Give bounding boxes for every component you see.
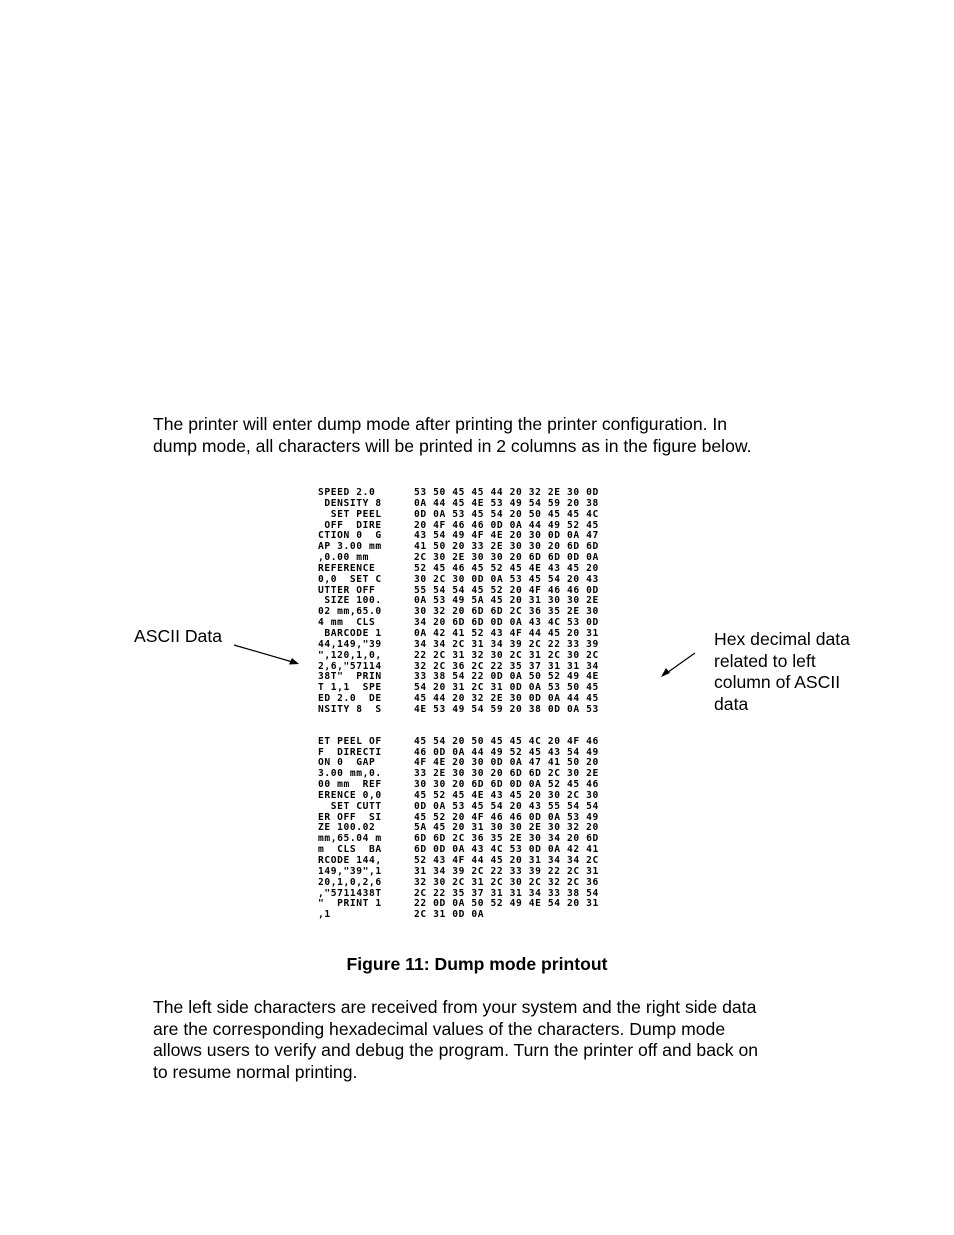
dump-row	[318, 802, 648, 813]
intro-paragraph	[153, 414, 813, 457]
hex-cell: 20 4F 46 46 0D 0A 44 49 52 45	[414, 519, 599, 531]
hex-cell: 30 32 20 6D 6D 2C 36 35 2E 30	[414, 606, 599, 618]
ascii-cell: DENSITY 8	[318, 497, 382, 509]
ascii-cell: AP 3.00 mm	[318, 541, 382, 553]
ascii-cell: SPEED 2.0	[318, 487, 382, 498]
hex-cell: 0A 44 45 4E 53 49 54 59 20 38	[414, 497, 599, 509]
dump-block-2	[318, 737, 648, 921]
hex-cell: 34 34 2C 31 34 39 2C 22 33 39	[414, 638, 599, 650]
ascii-cell: REFERENCE	[318, 562, 382, 574]
dump-row	[318, 737, 648, 748]
ascii-cell: ED 2.0 DE	[318, 693, 382, 705]
ascii-cell: 149,"39",1	[318, 865, 382, 877]
ascii-cell: CTION 0 G	[318, 530, 382, 542]
hex-cell: 5A 45 20 31 30 30 2E 30 32 20	[414, 822, 599, 834]
ascii-cell: " PRINT 1	[318, 898, 382, 910]
hex-cell: 2C 31 0D 0A	[414, 909, 485, 921]
hex-cell: 31 34 39 2C 22 33 39 22 2C 31	[414, 865, 599, 877]
outro-line: allows users to verify and debug the program. Turn the printer off and back on	[153, 1040, 759, 1060]
hex-cell: 30 2C 30 0D 0A 53 45 54 20 43	[414, 573, 599, 585]
hex-label-line: data	[714, 693, 749, 714]
hex-label-line: related to left	[714, 650, 816, 671]
hex-cell: 46 0D 0A 44 49 52 45 43 54 49	[414, 746, 599, 758]
hex-cell: 45 52 20 4F 46 46 0D 0A 53 49	[414, 811, 599, 823]
dump-row	[318, 575, 648, 586]
hex-cell: 54 20 31 2C 31 0D 0A 53 50 45	[414, 682, 599, 694]
ascii-cell: 4 mm CLS	[318, 617, 382, 629]
ascii-cell: m CLS BA	[318, 844, 382, 856]
ascii-cell: ZE 100.02	[318, 822, 382, 834]
figure-caption: Figure 11: Dump mode printout	[346, 954, 608, 974]
outro-line: are the corresponding hexadecimal values of the characters. Dump mode	[153, 1018, 726, 1039]
hex-cell: 34 20 6D 6D 0D 0A 43 4C 53 0D	[414, 617, 599, 629]
ascii-cell: ,1	[318, 909, 331, 921]
hex-cell: 22 0D 0A 50 52 49 4E 54 20 31	[414, 898, 599, 910]
hex-cell: 6D 0D 0A 43 4C 53 0D 0A 42 41	[414, 844, 599, 856]
hex-cell: 0D 0A 53 45 54 20 50 45 45 4C	[414, 508, 599, 520]
dump-row	[318, 510, 648, 521]
dump-row	[318, 910, 648, 921]
ascii-cell: 00 mm REF	[318, 779, 382, 791]
hex-cell: 43 54 49 4F 4E 20 30 0D 0A 47	[414, 530, 599, 542]
ascii-cell: 2,6,"57114	[318, 660, 382, 672]
hex-cell: 52 43 4F 44 45 20 31 34 34 2C	[414, 855, 599, 866]
ascii-cell: 0,0 SET C	[318, 573, 382, 585]
hex-cell: 33 2E 30 30 20 6D 6D 2C 30 2E	[414, 768, 599, 780]
ascii-arrow	[232, 640, 304, 670]
outro-line: The left side characters are received from your system and the right side data	[153, 997, 757, 1017]
ascii-cell: ET PEEL OF	[318, 735, 382, 747]
dump-block-1	[318, 488, 648, 716]
ascii-cell: SIZE 100.	[318, 595, 382, 607]
hex-cell: 6D 6D 2C 36 35 2E 30 34 20 6D	[414, 833, 599, 845]
ascii-cell: ON 0 GAP	[318, 757, 382, 769]
hex-cell: 41 50 20 33 2E 30 30 20 6D 6D	[414, 541, 599, 553]
hex-cell: 45 44 20 32 2E 30 0D 0A 44 45	[414, 693, 599, 705]
intro-line: dump mode, all characters will be printed in 2 columns as in the figure below.	[153, 435, 752, 456]
ascii-cell: ",120,1,0,	[318, 649, 382, 661]
ascii-cell: ,"5711438T	[318, 887, 382, 899]
hex-cell: 45 54 20 50 45 45 4C 20 4F 46	[414, 735, 599, 747]
hex-cell: 4E 53 49 54 59 20 38 0D 0A 53	[414, 703, 599, 715]
hex-cell: 4F 4E 20 30 0D 0A 47 41 50 20	[414, 757, 599, 769]
hex-cell: 53 50 45 45 44 20 32 2E 30 0D	[414, 487, 599, 498]
hex-cell: 45 52 45 4E 43 45 20 30 2C 30	[414, 789, 599, 801]
ascii-cell: 38T" PRIN	[318, 671, 382, 683]
ascii-cell: SET PEEL	[318, 508, 382, 520]
ascii-cell: ,0.00 mm	[318, 552, 382, 564]
hex-cell: 32 30 2C 31 2C 30 2C 32 2C 36	[414, 876, 599, 888]
dump-row	[318, 651, 648, 662]
hex-cell: 0D 0A 53 45 54 20 43 55 54 54	[414, 800, 599, 812]
dump-row	[318, 705, 648, 716]
hex-cell: 52 45 46 45 52 45 4E 43 45 20	[414, 562, 599, 574]
hex-data-label	[714, 629, 904, 715]
hex-cell: 0A 53 49 5A 45 20 31 30 30 2E	[414, 595, 599, 607]
ascii-cell: F DIRECTI	[318, 746, 382, 758]
hex-cell: 55 54 54 45 52 20 4F 46 46 0D	[414, 584, 599, 596]
ascii-cell: 02 mm,65.0	[318, 606, 382, 618]
hex-arrow	[658, 650, 698, 680]
ascii-cell: UTTER OFF	[318, 584, 382, 596]
ascii-cell: BARCODE 1	[318, 627, 382, 639]
dump-row	[318, 878, 648, 889]
outro-line: to resume normal printing.	[153, 1061, 358, 1082]
ascii-cell: 20,1,0,2,6	[318, 876, 382, 888]
hex-cell: 2C 22 35 37 31 31 34 33 38 54	[414, 887, 599, 899]
outro-paragraph	[153, 997, 813, 1083]
hex-label-line: column of ASCII	[714, 672, 841, 692]
ascii-cell: ERENCE 0,0	[318, 789, 382, 801]
ascii-cell: 44,149,"39	[318, 638, 382, 650]
dump-printout	[318, 488, 648, 921]
ascii-data-label: ASCII Data	[134, 626, 223, 646]
ascii-cell: RCODE 144,	[318, 855, 382, 866]
ascii-cell: OFF DIRE	[318, 519, 382, 531]
hex-cell: 22 2C 31 32 30 2C 31 2C 30 2C	[414, 649, 599, 661]
ascii-cell: mm,65.04 m	[318, 833, 382, 845]
ascii-cell: SET CUTT	[318, 800, 382, 812]
hex-label-line: Hex decimal data	[714, 629, 850, 649]
hex-cell: 33 38 54 22 0D 0A 50 52 49 4E	[414, 671, 599, 683]
ascii-cell: ER OFF SI	[318, 811, 382, 823]
hex-cell: 2C 30 2E 30 30 20 6D 6D 0D 0A	[414, 552, 599, 564]
intro-line: The printer will enter dump mode after printing the printer configuration. In	[153, 414, 728, 434]
ascii-cell: NSITY 8 S	[318, 703, 382, 715]
hex-cell: 32 2C 36 2C 22 35 37 31 31 34	[414, 660, 599, 672]
ascii-cell: 3.00 mm,0.	[318, 768, 382, 780]
hex-cell: 30 30 20 6D 6D 0D 0A 52 45 46	[414, 779, 599, 791]
hex-cell: 0A 42 41 52 43 4F 44 45 20 31	[414, 627, 599, 639]
ascii-cell: T 1,1 SPE	[318, 682, 382, 694]
